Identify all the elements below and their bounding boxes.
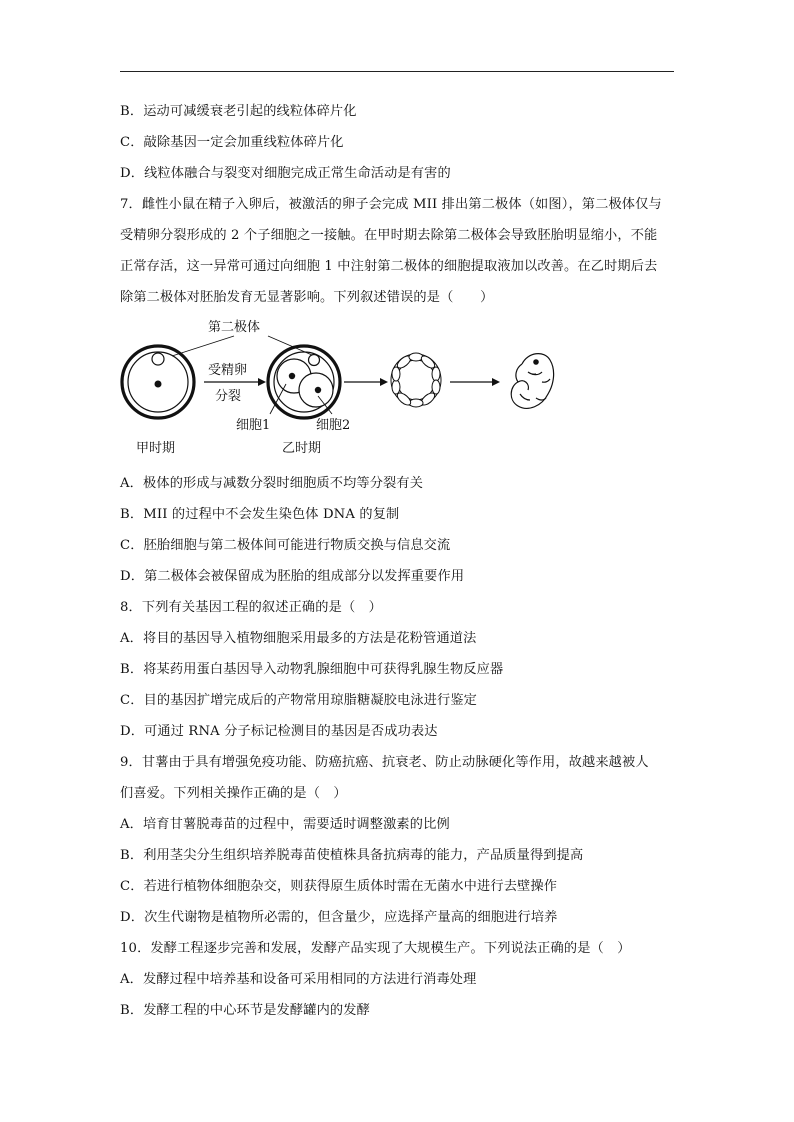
label-cell-1: 细胞1 bbox=[236, 418, 271, 433]
q9-stem-line-1: 9．甘薯由于具有增强免疫功能、防癌抗癌、抗衰老、防止动脉硬化等作用，故越来越被人 bbox=[120, 755, 649, 770]
arrow-label-top: 受精卵 bbox=[208, 363, 248, 378]
label-second-polar-body: 第二极体 bbox=[208, 320, 261, 335]
q7-option-b: B．MII 的过程中不会发生染色体 DNA 的复制 bbox=[120, 507, 400, 522]
polar-body-jia bbox=[152, 353, 164, 365]
q10-option-b: B．发酵工程的中心环节是发酵罐内的发酵 bbox=[120, 1003, 370, 1018]
q10-stem: 10．发酵工程逐步完善和发展，发酵产品实现了大规模生产。下列说法正确的是（ ） bbox=[120, 941, 631, 956]
label-stage-jia: 甲时期 bbox=[136, 441, 176, 456]
q9-option-c: C．若进行植物体细胞杂交，则获得原生质体时需在无菌水中进行去壁操作 bbox=[120, 879, 558, 894]
label-cell-2: 细胞2 bbox=[316, 418, 351, 433]
header-rule bbox=[120, 71, 674, 72]
q8-option-d: D．可通过 RNA 分子标记检测目的基因是否成功表达 bbox=[120, 724, 438, 739]
q7-stem-line-1: 7．雌性小鼠在精子入卵后，被激活的卵子会完成 MII 排出第二极体（如图），第二极体仅与 bbox=[120, 197, 662, 212]
nucleus-jia bbox=[155, 381, 162, 388]
q8-option-a: A．将目的基因导入植物细胞采用最多的方法是花粉管通道法 bbox=[120, 631, 477, 646]
q9-option-a: A．培育甘薯脱毒苗的过程中，需要适时调整激素的比例 bbox=[120, 817, 450, 832]
option-c-prev: C．敲除基因一定会加重线粒体碎片化 bbox=[120, 135, 344, 150]
q8-option-c: C．目的基因扩增完成后的产物常用琼脂糖凝胶电泳进行鉴定 bbox=[120, 693, 478, 708]
q7-option-a: A．极体的形成与减数分裂时细胞质不均等分裂有关 bbox=[120, 476, 424, 491]
polar-body-yi bbox=[309, 355, 320, 366]
arrow-label-bottom: 分裂 bbox=[215, 389, 242, 404]
egg-cell-jia bbox=[122, 346, 194, 418]
q7-option-c: C．胚胎细胞与第二极体间可能进行物质交换与信息交流 bbox=[120, 538, 451, 553]
q7-stem-line-2: 受精卵分裂形成的 2 个子细胞之一接触。在甲时期去除第二极体会导致胚胎明显缩小，不能 bbox=[120, 228, 658, 243]
q9-option-b: B．利用茎尖分生组织培养脱毒苗使植株具备抗病毒的能力，产品质量得到提高 bbox=[120, 848, 584, 863]
q9-option-d: D．次生代谢物是植物所必需的，但含量少，应选择产量高的细胞进行培养 bbox=[120, 910, 558, 925]
fetus-shape bbox=[511, 354, 553, 409]
q7-stem-line-4: 除第二极体对胚胎发育无显著影响。下列叙述错误的是（ ） bbox=[120, 290, 494, 305]
label-stage-yi: 乙时期 bbox=[282, 441, 322, 456]
q7-option-d: D．第二极体会被保留成为胚胎的组成部分以发挥重要作用 bbox=[120, 569, 465, 584]
q8-stem: 8．下列有关基因工程的叙述正确的是（ ） bbox=[120, 600, 382, 615]
q10-option-a: A．发酵过程中培养基和设备可采用相同的方法进行消毒处理 bbox=[120, 972, 477, 987]
two-cell-embryo-yi bbox=[268, 346, 340, 418]
q9-stem-line-2: 们喜爱。下列相关操作正确的是（ ） bbox=[120, 786, 347, 801]
q7-stem-line-3: 正常存活，这一异常可通过向细胞 1 中注射第二极体的细胞提取液加以改善。在乙时期后去 bbox=[120, 259, 658, 274]
option-b-prev: B．运动可减缓衰老引起的线粒体碎片化 bbox=[120, 104, 357, 119]
q7-embryo-figure bbox=[118, 314, 558, 464]
blastocyst-shape bbox=[391, 353, 441, 407]
q8-option-b: B．将某药用蛋白基因导入动物乳腺细胞中可获得乳腺生物反应器 bbox=[120, 662, 504, 677]
option-d-prev: D．线粒体融合与裂变对细胞完成正常生命活动是有害的 bbox=[120, 166, 451, 181]
